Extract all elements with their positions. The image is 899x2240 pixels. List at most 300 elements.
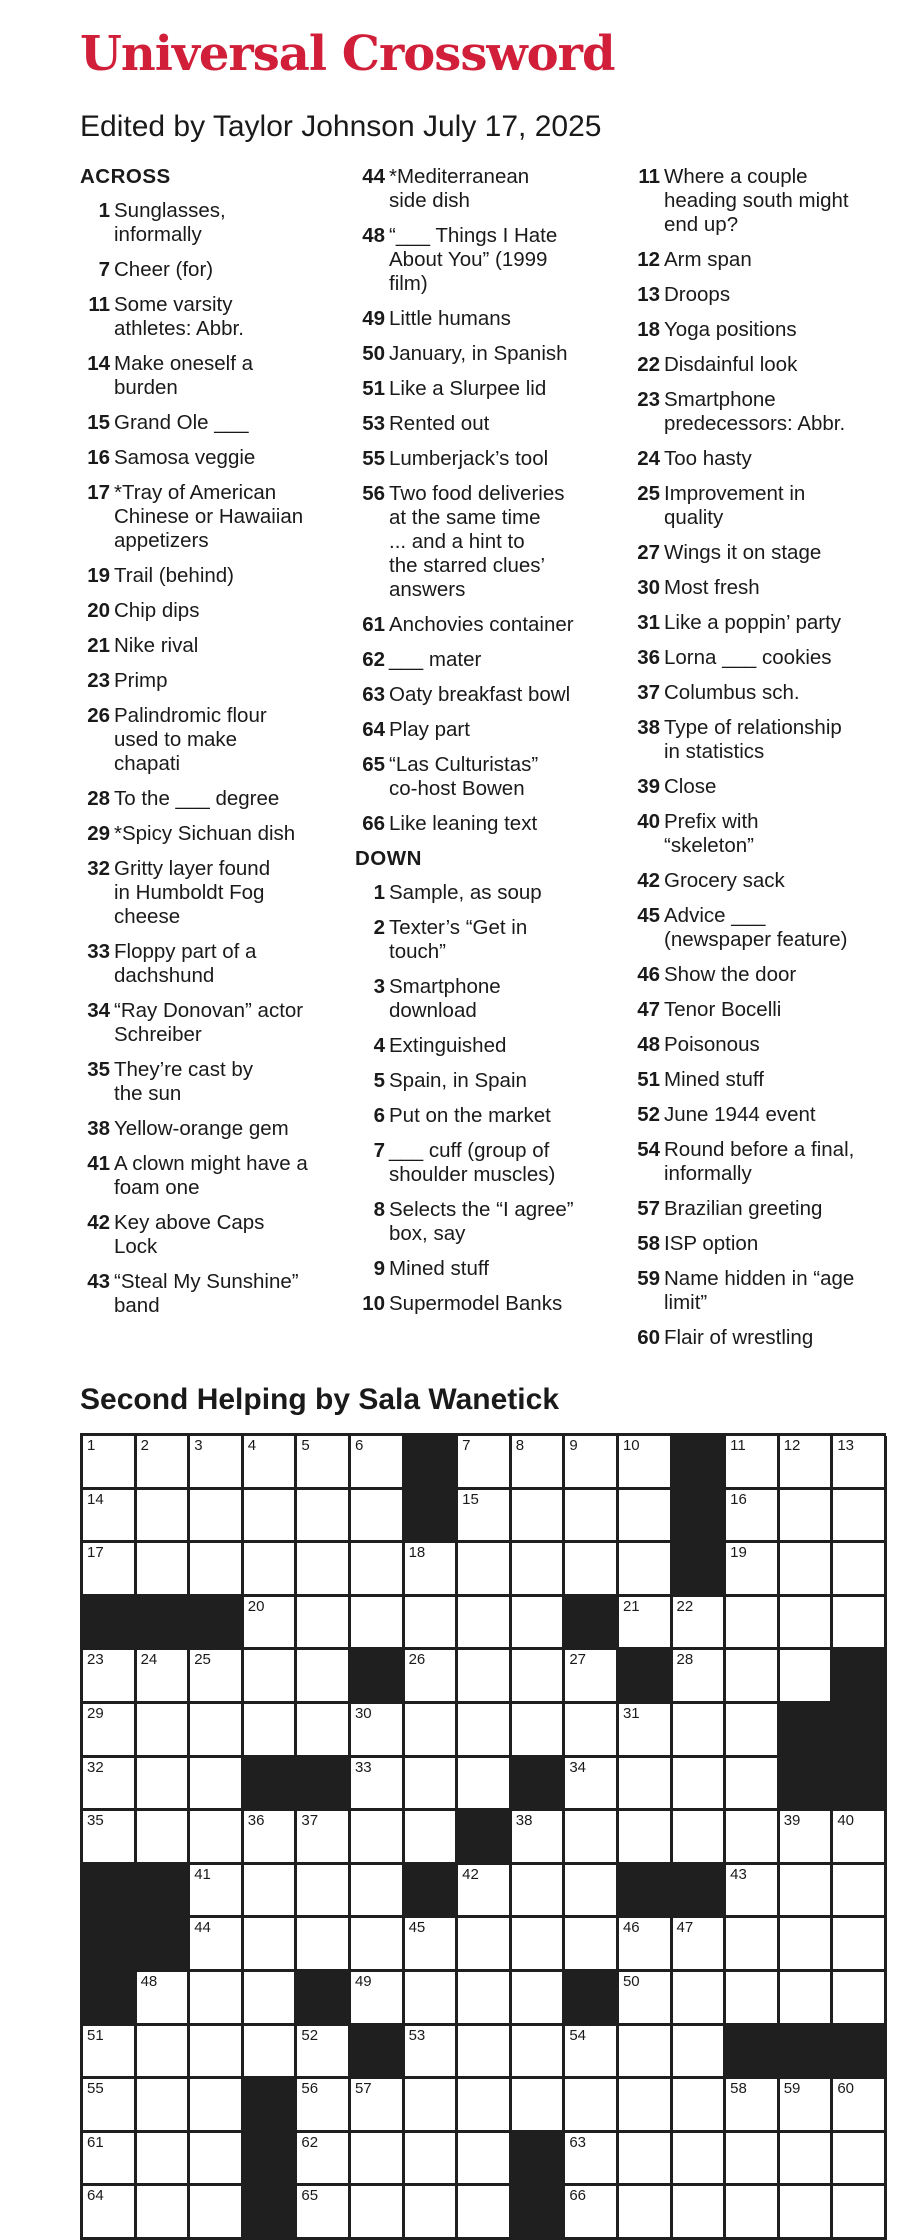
grid-cell[interactable] xyxy=(833,1865,887,1919)
cell-number: 59 xyxy=(783,2080,801,2098)
grid-cell[interactable] xyxy=(512,1543,566,1597)
grid-cell[interactable] xyxy=(405,2079,459,2133)
grid-cell[interactable] xyxy=(780,1865,834,1919)
grid-cell[interactable] xyxy=(405,2133,459,2187)
grid-cell[interactable] xyxy=(297,1918,351,1972)
grid-cell[interactable] xyxy=(297,2186,351,2240)
grid-cell[interactable] xyxy=(619,2026,673,2080)
clue-across-50[interactable] xyxy=(355,342,610,366)
grid-cell[interactable] xyxy=(458,1918,512,1972)
clue-number: 30 xyxy=(637,576,660,599)
clue-across-17[interactable] xyxy=(80,481,335,553)
clue-text: Two food deliveries at the same time ... and a hint to the starred clues’ answers xyxy=(389,482,565,601)
grid-cell[interactable] xyxy=(673,2079,727,2133)
grid-cell[interactable] xyxy=(726,2186,780,2240)
grid-cell[interactable] xyxy=(673,2133,727,2187)
clue-down-47[interactable] xyxy=(630,998,885,1022)
clue-across-11[interactable] xyxy=(80,293,335,341)
editor-byline: Edited by Taylor Johnson July 17, 2025 xyxy=(80,110,602,143)
grid-cell[interactable] xyxy=(619,2133,673,2187)
grid-cell[interactable] xyxy=(726,1918,780,1972)
clue-down-1[interactable] xyxy=(355,881,610,905)
clue-down-13[interactable] xyxy=(630,283,885,307)
grid-cell[interactable] xyxy=(244,1918,298,1972)
grid-cell[interactable] xyxy=(297,1597,351,1651)
clue-down-31[interactable] xyxy=(630,611,885,635)
grid-cell[interactable] xyxy=(190,1811,244,1865)
grid-cell[interactable] xyxy=(726,2079,780,2133)
clue-across-62[interactable] xyxy=(355,648,610,672)
grid-cell[interactable] xyxy=(458,1758,512,1812)
clue-across-49[interactable] xyxy=(355,307,610,331)
grid-cell[interactable] xyxy=(405,1650,459,1704)
grid-cell[interactable] xyxy=(780,1436,834,1490)
clue-across-1[interactable] xyxy=(80,199,335,247)
clue-down-22[interactable] xyxy=(630,353,885,377)
grid-cell[interactable] xyxy=(726,1865,780,1919)
clue-down-9[interactable] xyxy=(355,1257,610,1281)
clue-down-59[interactable] xyxy=(630,1267,885,1315)
clue-down-36[interactable] xyxy=(630,646,885,670)
grid-cell[interactable] xyxy=(673,2186,727,2240)
clue-number: 42 xyxy=(637,869,660,892)
clue-down-45[interactable] xyxy=(630,904,885,952)
grid-cell[interactable] xyxy=(726,1972,780,2026)
grid-row xyxy=(83,1758,886,1812)
clue-across-16[interactable] xyxy=(80,446,335,470)
clue-across-20[interactable] xyxy=(80,599,335,623)
grid-cell[interactable] xyxy=(351,1918,405,1972)
grid-cell[interactable] xyxy=(780,2079,834,2133)
grid-cell[interactable] xyxy=(351,2079,405,2133)
grid-cell[interactable] xyxy=(351,1758,405,1812)
grid-cell[interactable] xyxy=(190,1704,244,1758)
grid-cell[interactable] xyxy=(565,1543,619,1597)
grid-cell[interactable] xyxy=(83,2133,137,2187)
clue-down-10[interactable] xyxy=(355,1292,610,1316)
clue-down-2[interactable] xyxy=(355,916,610,964)
clue-across-56[interactable] xyxy=(355,482,610,602)
grid-cell[interactable] xyxy=(190,2186,244,2240)
grid-cell[interactable] xyxy=(673,1918,727,1972)
grid-cell[interactable] xyxy=(619,1918,673,1972)
clue-across-61[interactable] xyxy=(355,613,610,637)
grid-cell[interactable] xyxy=(565,1490,619,1544)
clue-down-5[interactable] xyxy=(355,1069,610,1093)
grid-cell[interactable] xyxy=(833,1597,887,1651)
grid-cell[interactable] xyxy=(83,1543,137,1597)
clue-across-53[interactable] xyxy=(355,412,610,436)
cell-number: 32 xyxy=(87,1758,104,1776)
clue-down-40[interactable] xyxy=(630,810,885,858)
clue-down-27[interactable] xyxy=(630,541,885,565)
grid-cell[interactable] xyxy=(190,1543,244,1597)
grid-cell[interactable] xyxy=(565,1918,619,1972)
clue-across-19[interactable] xyxy=(80,564,335,588)
grid-cell[interactable] xyxy=(137,2026,191,2080)
grid-cell[interactable] xyxy=(351,1490,405,1544)
grid-cell[interactable] xyxy=(405,1758,459,1812)
grid-cell[interactable] xyxy=(458,1650,512,1704)
grid-cell[interactable] xyxy=(673,1811,727,1865)
grid-cell[interactable] xyxy=(351,1972,405,2026)
grid-cell[interactable] xyxy=(726,1811,780,1865)
clue-across-55[interactable] xyxy=(355,447,610,471)
grid-cell[interactable] xyxy=(833,2133,887,2187)
grid-cell[interactable] xyxy=(137,1543,191,1597)
clue-across-43[interactable] xyxy=(80,1270,335,1318)
grid-cell[interactable] xyxy=(512,1704,566,1758)
clue-down-8[interactable] xyxy=(355,1198,610,1246)
grid-cell[interactable] xyxy=(726,1597,780,1651)
clue-down-52[interactable] xyxy=(630,1103,885,1127)
clue-number: 24 xyxy=(637,447,660,470)
clue-across-63[interactable] xyxy=(355,683,610,707)
clue-text: “Steal My Sunshine” band xyxy=(114,1270,299,1317)
black-square xyxy=(190,1597,244,1651)
grid-cell[interactable] xyxy=(726,1758,780,1812)
grid-cell[interactable] xyxy=(244,1543,298,1597)
clue-down-42[interactable] xyxy=(630,869,885,893)
grid-cell[interactable] xyxy=(190,1650,244,1704)
grid-cell[interactable] xyxy=(351,1543,405,1597)
grid-cell[interactable] xyxy=(780,1597,834,1651)
grid-cell[interactable] xyxy=(565,1436,619,1490)
clue-across-26[interactable] xyxy=(80,704,335,776)
grid-cell[interactable] xyxy=(673,1972,727,2026)
clue-across-66[interactable] xyxy=(355,812,610,836)
grid-cell[interactable] xyxy=(190,1972,244,2026)
cell-number: 54 xyxy=(569,2026,587,2044)
clue-across-29[interactable] xyxy=(80,822,335,846)
clue-down-12[interactable] xyxy=(630,248,885,272)
grid-cell[interactable] xyxy=(565,1704,619,1758)
cell-number: 16 xyxy=(730,1490,747,1508)
grid-cell[interactable] xyxy=(297,1490,351,1544)
grid-cell[interactable] xyxy=(565,1758,619,1812)
grid-cell[interactable] xyxy=(619,1704,673,1758)
clue-down-60[interactable] xyxy=(630,1326,885,1350)
clue-across-38[interactable] xyxy=(80,1117,335,1141)
clue-number: 10 xyxy=(362,1292,385,1315)
grid-cell[interactable] xyxy=(619,1597,673,1651)
grid-cell[interactable] xyxy=(619,1758,673,1812)
grid-cell[interactable] xyxy=(351,1597,405,1651)
grid-cell[interactable] xyxy=(726,2133,780,2187)
grid-cell[interactable] xyxy=(726,1436,780,1490)
grid-cell[interactable] xyxy=(673,1650,727,1704)
grid-cell[interactable] xyxy=(244,1811,298,1865)
grid-cell[interactable] xyxy=(673,1597,727,1651)
grid-cell[interactable] xyxy=(351,1865,405,1919)
grid-cell[interactable] xyxy=(297,2133,351,2187)
grid-cell[interactable] xyxy=(137,1758,191,1812)
clue-text: Like leaning text xyxy=(389,812,538,835)
grid-cell[interactable] xyxy=(780,1650,834,1704)
clue-number: 11 xyxy=(638,165,660,188)
clue-down-57[interactable] xyxy=(630,1197,885,1221)
grid-cell[interactable] xyxy=(458,1490,512,1544)
grid-cell[interactable] xyxy=(351,1704,405,1758)
clue-across-14[interactable] xyxy=(80,352,335,400)
grid-cell[interactable] xyxy=(565,2133,619,2187)
clue-down-54[interactable] xyxy=(630,1138,885,1186)
grid-cell[interactable] xyxy=(190,2133,244,2187)
grid-cell[interactable] xyxy=(137,2186,191,2240)
black-square xyxy=(619,1865,673,1919)
clue-number: 60 xyxy=(637,1326,660,1349)
grid-cell[interactable] xyxy=(726,1490,780,1544)
grid-cell[interactable] xyxy=(565,1811,619,1865)
grid-cell[interactable] xyxy=(619,2186,673,2240)
grid-cell[interactable] xyxy=(244,1972,298,2026)
grid-cell[interactable] xyxy=(83,1436,137,1490)
grid-cell[interactable] xyxy=(297,1436,351,1490)
grid-cell[interactable] xyxy=(137,1650,191,1704)
grid-cell[interactable] xyxy=(190,2079,244,2133)
grid-cell[interactable] xyxy=(244,1865,298,1919)
grid-cell[interactable] xyxy=(405,2026,459,2080)
grid-cell[interactable] xyxy=(512,1597,566,1651)
grid-cell[interactable] xyxy=(137,1972,191,2026)
clue-number: 52 xyxy=(637,1103,660,1126)
grid-cell[interactable] xyxy=(297,1543,351,1597)
grid-cell[interactable] xyxy=(833,1918,887,1972)
grid-cell[interactable] xyxy=(244,1650,298,1704)
grid-cell[interactable] xyxy=(297,1704,351,1758)
grid-cell[interactable] xyxy=(190,1918,244,1972)
grid-cell[interactable] xyxy=(244,1436,298,1490)
grid-cell[interactable] xyxy=(351,1811,405,1865)
grid-cell[interactable] xyxy=(673,1704,727,1758)
clue-across-21[interactable] xyxy=(80,634,335,658)
grid-cell[interactable] xyxy=(780,1918,834,1972)
grid-cell[interactable] xyxy=(83,1758,137,1812)
clue-number: 13 xyxy=(637,283,660,306)
clue-down-58[interactable] xyxy=(630,1232,885,1256)
grid-cell[interactable] xyxy=(512,2079,566,2133)
grid-cell[interactable] xyxy=(83,2079,137,2133)
grid-cell[interactable] xyxy=(726,1650,780,1704)
grid-cell[interactable] xyxy=(833,1972,887,2026)
grid-cell[interactable] xyxy=(565,2079,619,2133)
grid-cell[interactable] xyxy=(405,1597,459,1651)
grid-cell[interactable] xyxy=(137,1490,191,1544)
clue-down-46[interactable] xyxy=(630,963,885,987)
cell-number: 31 xyxy=(622,1704,640,1722)
cell-number: 45 xyxy=(408,1919,426,1937)
clue-across-41[interactable] xyxy=(80,1152,335,1200)
grid-cell[interactable] xyxy=(405,1543,459,1597)
cell-number: 22 xyxy=(676,1597,694,1615)
grid-cell[interactable] xyxy=(405,2186,459,2240)
grid-cell[interactable] xyxy=(726,1704,780,1758)
grid-cell[interactable] xyxy=(512,1972,566,2026)
clue-down-38[interactable] xyxy=(630,716,885,764)
clue-down-3[interactable] xyxy=(355,975,610,1023)
clue-across-48[interactable] xyxy=(355,224,610,296)
grid-cell[interactable] xyxy=(137,1436,191,1490)
clue-down-48[interactable] xyxy=(630,1033,885,1057)
clue-text: Droops xyxy=(664,283,731,306)
clue-text: Key above Caps Lock xyxy=(114,1211,265,1258)
clue-down-25[interactable] xyxy=(630,482,885,530)
clue-down-4[interactable] xyxy=(355,1034,610,1058)
grid-cell[interactable] xyxy=(780,1490,834,1544)
grid-cell[interactable] xyxy=(833,1436,887,1490)
grid-cell[interactable] xyxy=(726,1543,780,1597)
grid-cell[interactable] xyxy=(405,1704,459,1758)
grid-cell[interactable] xyxy=(458,1972,512,2026)
grid-cell[interactable] xyxy=(458,2079,512,2133)
grid-cell[interactable] xyxy=(190,1865,244,1919)
clue-number: 48 xyxy=(637,1033,660,1056)
grid-cell[interactable] xyxy=(83,1811,137,1865)
cell-number: 66 xyxy=(569,2187,587,2205)
grid-cell[interactable] xyxy=(244,1490,298,1544)
clue-down-23[interactable] xyxy=(630,388,885,436)
clue-text: Texter’s “Get in touch” xyxy=(389,916,528,963)
black-square xyxy=(137,1918,191,1972)
clue-text: Samosa veggie xyxy=(114,446,256,469)
clue-across-15[interactable] xyxy=(80,411,335,435)
grid-cell[interactable] xyxy=(512,1490,566,1544)
clue-text: Selects the “I agree” box, say xyxy=(389,1198,574,1245)
clue-down-18[interactable] xyxy=(630,318,885,342)
grid-cell[interactable] xyxy=(405,1811,459,1865)
grid-cell[interactable] xyxy=(137,2079,191,2133)
cell-number: 46 xyxy=(622,1919,640,1937)
grid-cell[interactable] xyxy=(458,2186,512,2240)
grid-cell[interactable] xyxy=(673,1758,727,1812)
grid-cell[interactable] xyxy=(458,1543,512,1597)
grid-cell[interactable] xyxy=(673,2026,727,2080)
grid-cell[interactable] xyxy=(565,2026,619,2080)
grid-cell[interactable] xyxy=(190,1436,244,1490)
grid-cell[interactable] xyxy=(780,1972,834,2026)
clue-across-42[interactable] xyxy=(80,1211,335,1259)
clue-down-11[interactable] xyxy=(630,165,885,237)
grid-cell[interactable] xyxy=(833,1490,887,1544)
cell-number: 11 xyxy=(730,1437,746,1454)
clue-across-51[interactable] xyxy=(355,377,610,401)
grid-cell[interactable] xyxy=(244,2026,298,2080)
grid-cell[interactable] xyxy=(458,1704,512,1758)
grid-cell[interactable] xyxy=(833,2079,887,2133)
grid-cell[interactable] xyxy=(458,1436,512,1490)
grid-cell[interactable] xyxy=(351,1436,405,1490)
grid-cell[interactable] xyxy=(83,2186,137,2240)
clue-across-28[interactable] xyxy=(80,787,335,811)
clue-across-34[interactable] xyxy=(80,999,335,1047)
grid-cell[interactable] xyxy=(351,2186,405,2240)
grid-cell[interactable] xyxy=(458,1865,512,1919)
grid-cell[interactable] xyxy=(833,1811,887,1865)
grid-cell[interactable] xyxy=(458,2026,512,2080)
grid-cell[interactable] xyxy=(190,1758,244,1812)
grid-cell[interactable] xyxy=(780,1543,834,1597)
clue-across-33[interactable] xyxy=(80,940,335,988)
clue-number: 37 xyxy=(637,681,660,704)
clue-across-64[interactable] xyxy=(355,718,610,742)
grid-cell[interactable] xyxy=(190,2026,244,2080)
clue-text: Flair of wrestling xyxy=(664,1326,814,1349)
clue-down-37[interactable] xyxy=(630,681,885,705)
clue-number: 59 xyxy=(637,1267,660,1290)
grid-cell[interactable] xyxy=(83,1704,137,1758)
grid-cell[interactable] xyxy=(512,1811,566,1865)
grid-row xyxy=(83,1918,886,1972)
grid-cell[interactable] xyxy=(244,1704,298,1758)
grid-cell[interactable] xyxy=(833,2186,887,2240)
grid-cell[interactable] xyxy=(512,1918,566,1972)
grid-cell[interactable] xyxy=(619,2079,673,2133)
grid-cell[interactable] xyxy=(619,1972,673,2026)
grid-cell[interactable] xyxy=(512,2026,566,2080)
grid-cell[interactable] xyxy=(619,1436,673,1490)
clue-down-7[interactable] xyxy=(355,1139,610,1187)
grid-cell[interactable] xyxy=(297,1650,351,1704)
clue-column-2 xyxy=(355,165,610,1361)
clue-across-65[interactable] xyxy=(355,753,610,801)
grid-cell[interactable] xyxy=(565,2186,619,2240)
grid-cell[interactable] xyxy=(83,1650,137,1704)
grid-cell[interactable] xyxy=(565,1865,619,1919)
black-square xyxy=(244,2079,298,2133)
grid-cell[interactable] xyxy=(565,1650,619,1704)
grid-cell[interactable] xyxy=(137,1811,191,1865)
grid-cell[interactable] xyxy=(619,1811,673,1865)
grid-cell[interactable] xyxy=(137,2133,191,2187)
clue-across-44[interactable] xyxy=(355,165,610,213)
grid-cell[interactable] xyxy=(833,1543,887,1597)
grid-cell[interactable] xyxy=(297,1811,351,1865)
grid-cell[interactable] xyxy=(619,1543,673,1597)
clue-text: They’re cast by the sun xyxy=(114,1058,253,1105)
grid-cell[interactable] xyxy=(619,1490,673,1544)
clue-down-6[interactable] xyxy=(355,1104,610,1128)
grid-cell[interactable] xyxy=(351,2133,405,2187)
clue-across-23[interactable] xyxy=(80,669,335,693)
grid-cell[interactable] xyxy=(83,1490,137,1544)
grid-cell[interactable] xyxy=(780,1811,834,1865)
clue-down-51[interactable] xyxy=(630,1068,885,1092)
grid-cell[interactable] xyxy=(137,1704,191,1758)
clue-down-24[interactable] xyxy=(630,447,885,471)
grid-cell[interactable] xyxy=(405,1918,459,1972)
grid-cell[interactable] xyxy=(512,1650,566,1704)
clue-across-32[interactable] xyxy=(80,857,335,929)
clue-across-7[interactable] xyxy=(80,258,335,282)
clue-across-35[interactable] xyxy=(80,1058,335,1106)
clue-text: “Ray Donovan” actor Schreiber xyxy=(114,999,304,1046)
grid-cell[interactable] xyxy=(458,2133,512,2187)
grid-cell[interactable] xyxy=(244,1597,298,1651)
clue-down-30[interactable] xyxy=(630,576,885,600)
grid-cell[interactable] xyxy=(780,2186,834,2240)
grid-cell[interactable] xyxy=(190,1490,244,1544)
grid-cell[interactable] xyxy=(512,1436,566,1490)
grid-cell[interactable] xyxy=(83,2026,137,2080)
grid-cell[interactable] xyxy=(297,1865,351,1919)
clue-down-39[interactable] xyxy=(630,775,885,799)
grid-cell[interactable] xyxy=(458,1597,512,1651)
grid-cell[interactable] xyxy=(297,2079,351,2133)
grid-cell[interactable] xyxy=(780,2133,834,2187)
grid-cell[interactable] xyxy=(405,1972,459,2026)
grid-cell[interactable] xyxy=(512,1865,566,1919)
grid-cell[interactable] xyxy=(297,2026,351,2080)
